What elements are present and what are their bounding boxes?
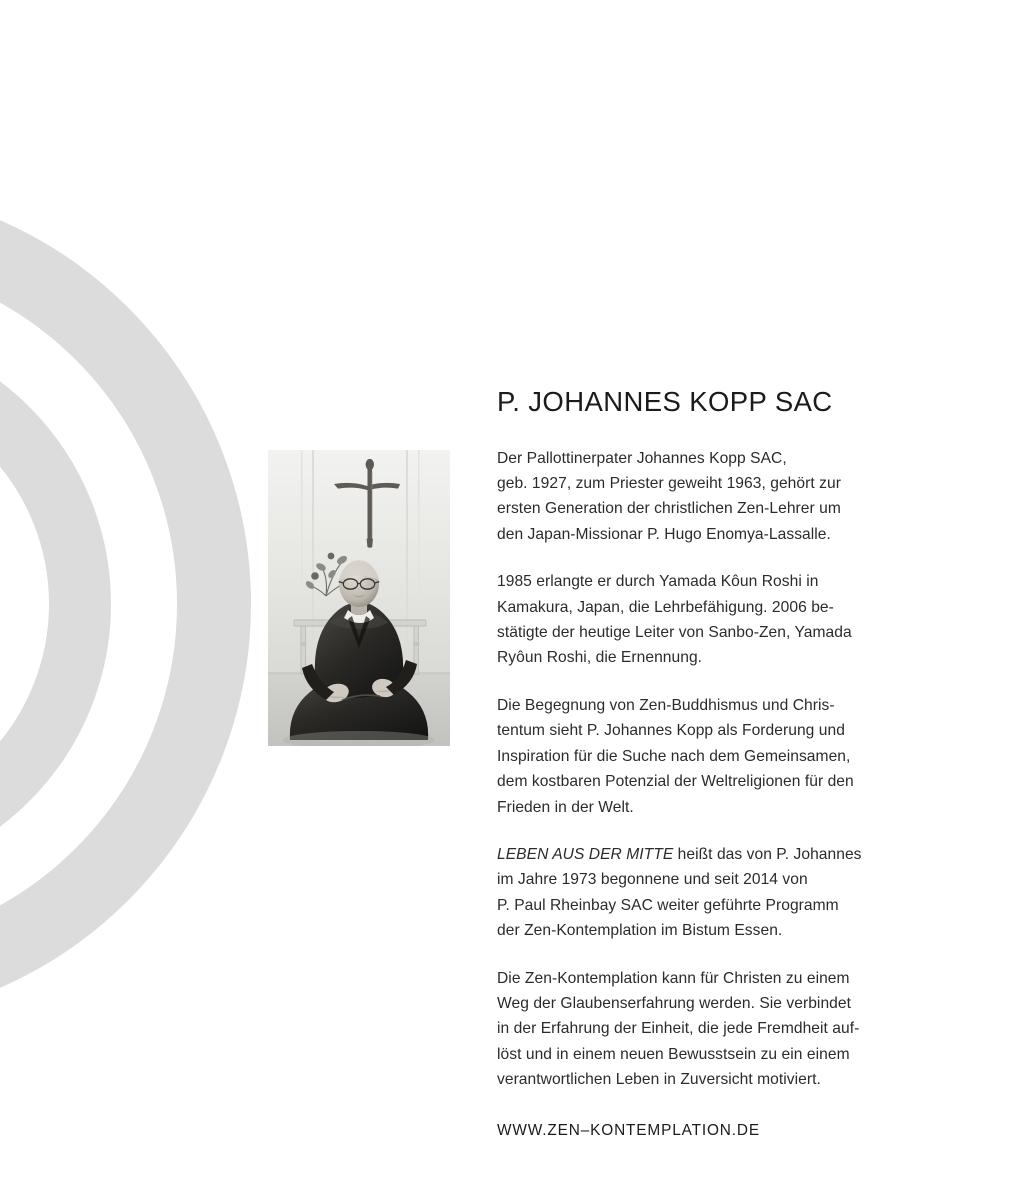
paragraph-bio: Der Pallottinerpater Johannes Kopp SAC, geb. 1927, zum Priester geweiht 1963, gehört zur ersten Generation der christlichen Zen-Lehrer um den Japan-Missionar P. Hugo Enomya-Lassalle. [497,449,841,543]
paragraph-encounter: Die Begegnung von Zen-Buddhismus und Chris- tentum sieht P. Johannes Kopp als Forderung und Inspiration für die Suche nach dem Gemeinsamen, dem kostbaren Potenzial der Weltreligionen für den Frieden in der Welt. [497,696,854,816]
page-title: P. JOHANNES KOPP SAC [497,386,833,417]
emphasised-programme-title: LEBEN AUS DER MITTE [497,845,674,863]
website-url[interactable]: WWW.ZEN–KONTEMPLATION.DE [497,1122,760,1139]
portrait-photo [268,450,450,746]
paragraph-programme: LEBEN AUS DER MITTE heißt das von P. Johannes im Jahre 1973 begonnene und seit 2014 von P. Paul Rheinbay SAC weiter geführte Programm der Zen-Kontemplation im Bistum Essen. [497,845,862,940]
paragraph-contemplation: Die Zen-Kontemplation kann für Christen zu einem Weg der Glaubenserfahrung werden. Sie verbindet in der Erfahrung der Einheit, die jede Fremdheit auf- löst und in einem neuen Bewusstsein zu ein einem verantwortlichen Leben in Zuversicht motiviert. [497,969,860,1089]
text-column [497,386,895,1093]
paragraph-ordination: 1985 erlangte er durch Yamada Kôun Roshi in Kamakura, Japan, die Lehrbefähigung. 2006 be- stätigte der heutige Leiter von Sanbo-Zen, Yamada Ryôun Roshi, die Ernennung. [497,573,852,667]
